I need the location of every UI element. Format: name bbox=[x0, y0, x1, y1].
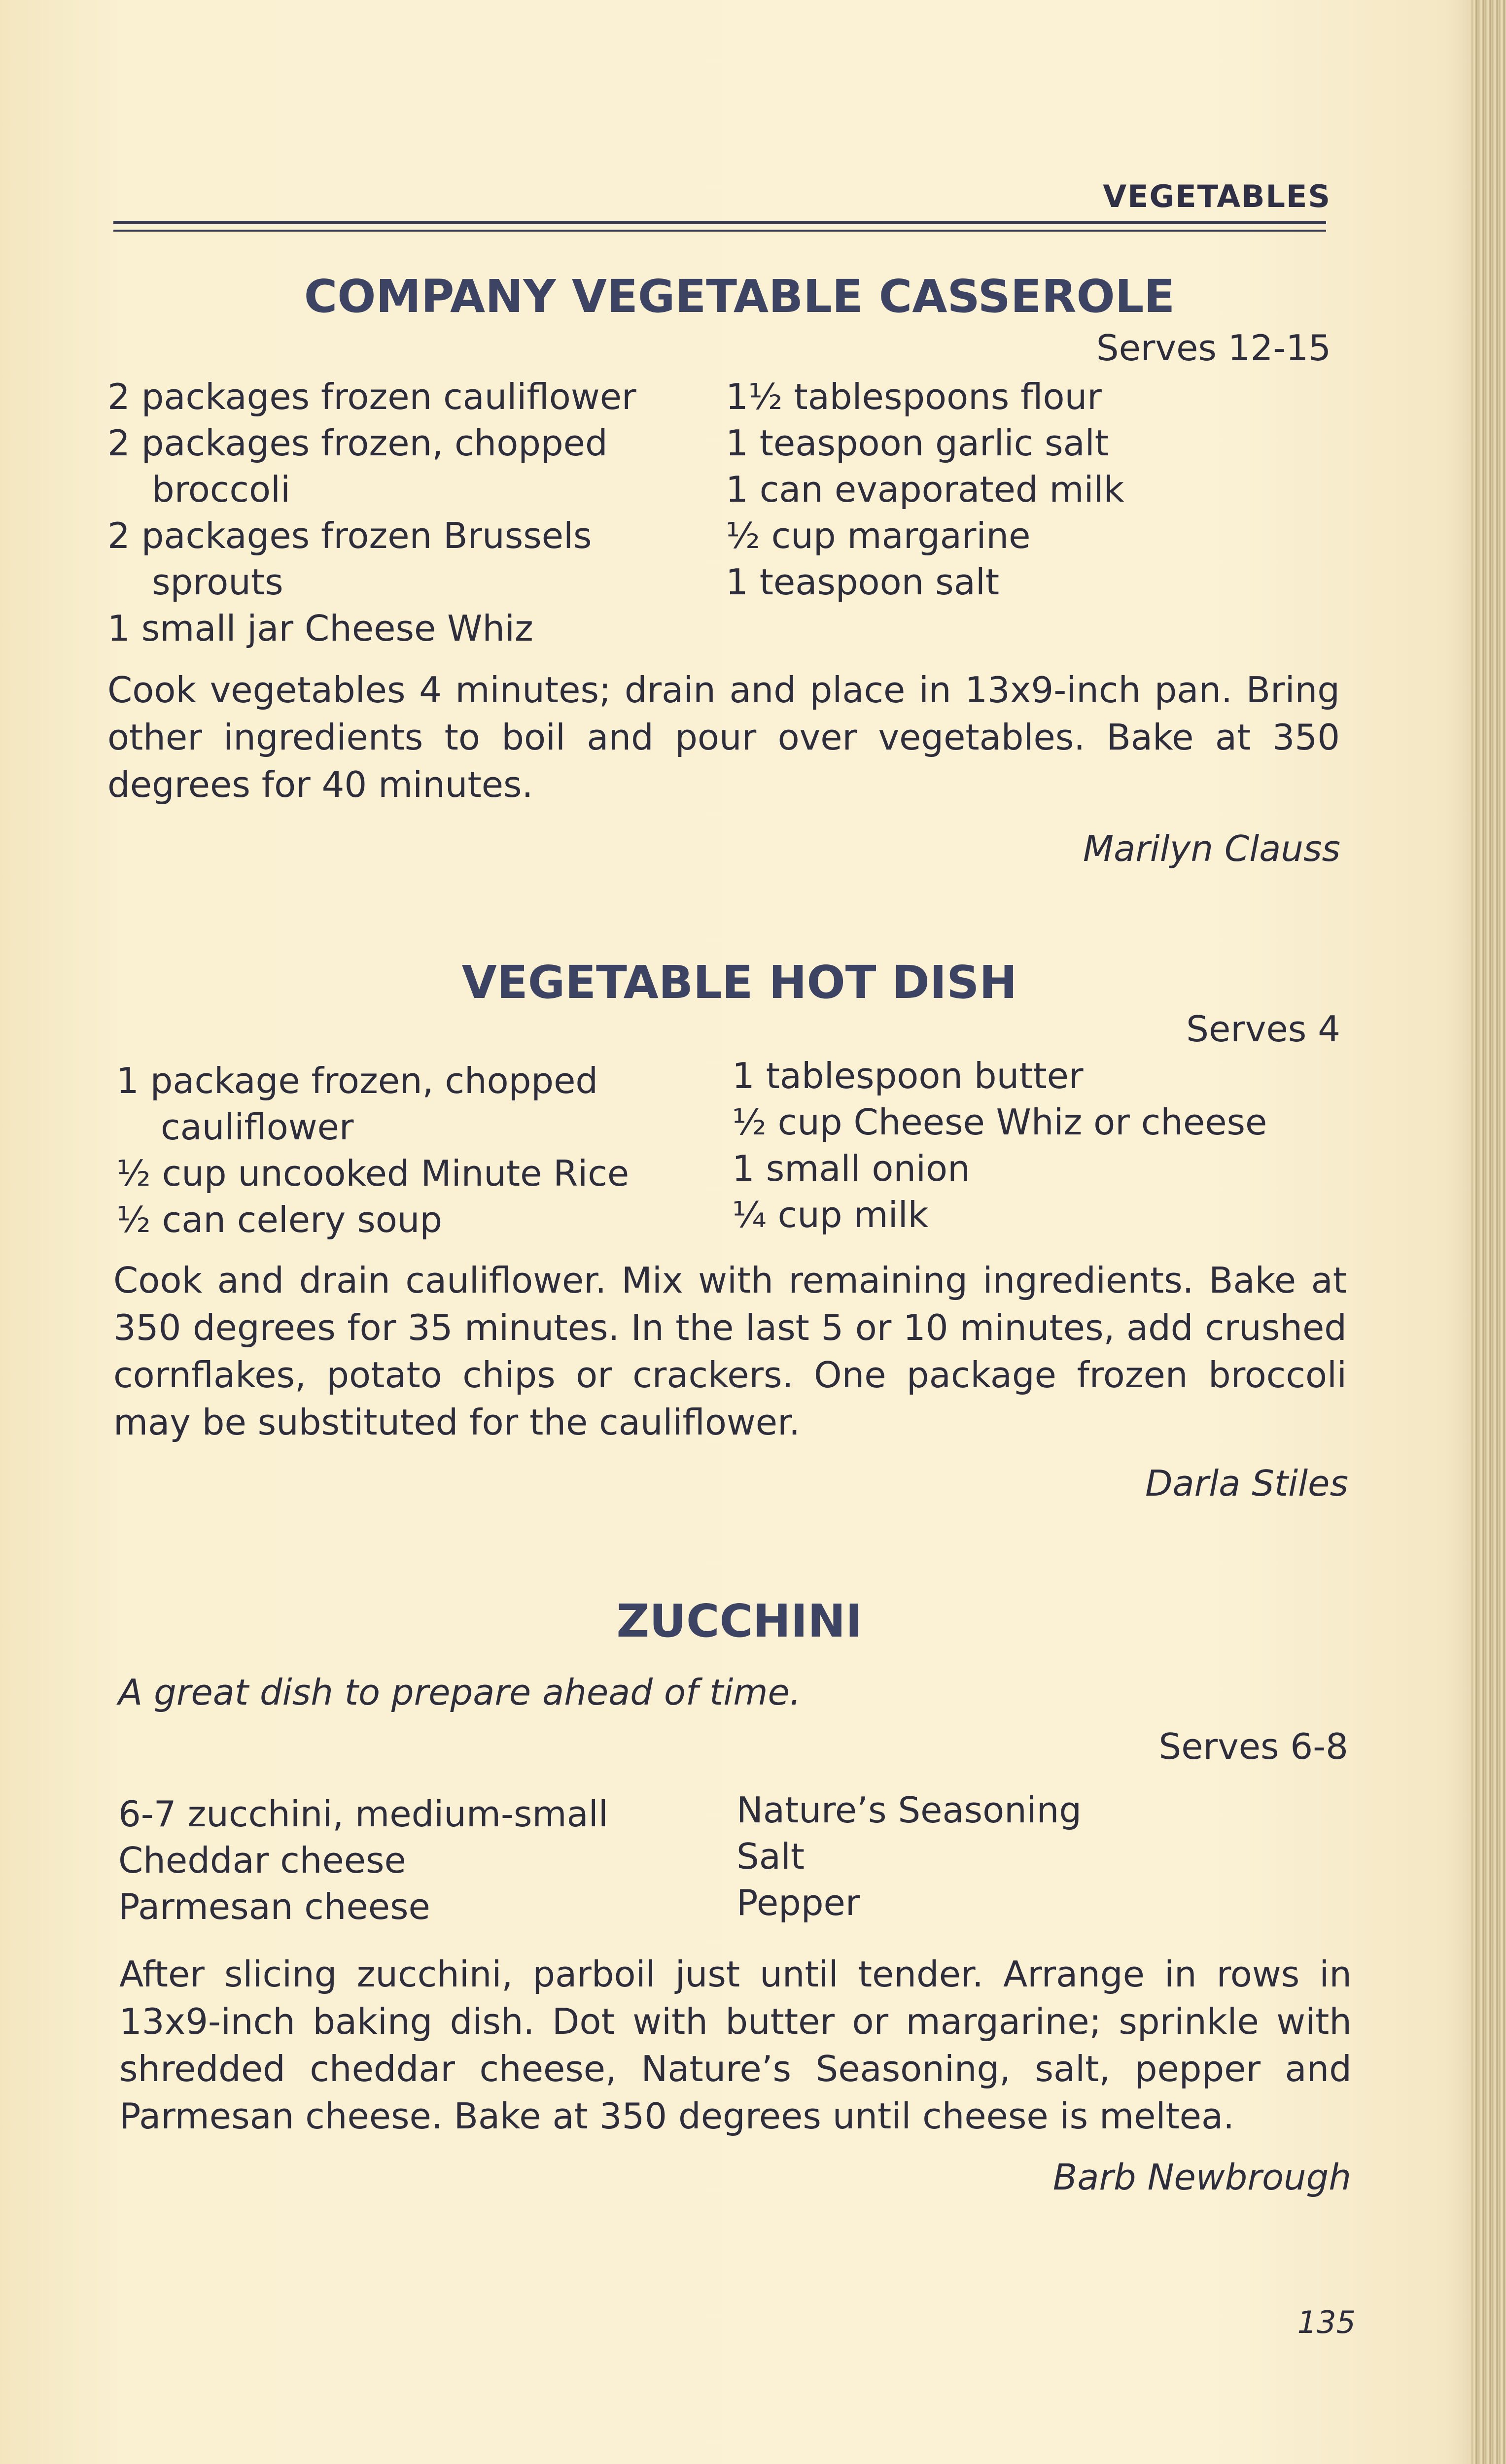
ingredient: Parmesan cheese bbox=[118, 1886, 430, 1927]
ingredient: cauliflower bbox=[161, 1106, 354, 1148]
ingredients-right bbox=[726, 374, 1124, 605]
recipe-title: COMPANY VEGETABLE CASSEROLE bbox=[304, 270, 1175, 323]
book-page-edges bbox=[1471, 0, 1506, 2464]
recipe-title: ZUCCHINI bbox=[616, 1595, 863, 1647]
ingredient: Nature’s Seasoning bbox=[736, 1789, 1082, 1831]
ingredient: Cheddar cheese bbox=[118, 1840, 406, 1881]
serves-label: Serves 12-15 bbox=[1096, 327, 1331, 369]
ingredient: 1 package frozen, chopped bbox=[116, 1060, 598, 1101]
serves-label: Serves 6-8 bbox=[1158, 1726, 1348, 1767]
ingredients-right bbox=[736, 1787, 1082, 1926]
header-rule-top bbox=[113, 221, 1326, 224]
ingredient: ½ can celery soup bbox=[116, 1199, 443, 1240]
section-header: VEGETABLES bbox=[1103, 178, 1331, 214]
ingredient: 6-7 zucchini, medium-small bbox=[118, 1793, 608, 1835]
ingredient: sprouts bbox=[152, 561, 283, 603]
serves-label: Serves 4 bbox=[1186, 1008, 1340, 1050]
ingredient: 1 teaspoon garlic salt bbox=[726, 422, 1109, 464]
ingredient: 1 tablespoon butter bbox=[732, 1055, 1084, 1096]
recipe-title: VEGETABLE HOT DISH bbox=[461, 956, 1017, 1009]
ingredient: 1 teaspoon salt bbox=[726, 561, 1000, 603]
ingredient: 2 packages frozen cauliflower bbox=[107, 376, 636, 417]
ingredient: Pepper bbox=[736, 1882, 860, 1923]
ingredient: 2 packages frozen Brussels bbox=[107, 515, 592, 556]
recipe-directions: Cook vegetables 4 minutes; drain and place in 13x9-inch pan. Bring other ingredients to boil and pour over vegetables. Bake at 350 degrees for 40 minutes. bbox=[107, 669, 1340, 805]
recipe-author: Marilyn Clauss bbox=[1083, 828, 1340, 869]
ingredient: 1½ tablespoons flour bbox=[726, 376, 1102, 417]
ingredient: 1 small jar Cheese Whiz bbox=[107, 608, 533, 649]
ingredient: ½ cup uncooked Minute Rice bbox=[116, 1153, 630, 1194]
ingredients-left bbox=[107, 374, 636, 651]
ingredients-left bbox=[118, 1791, 608, 1930]
recipe-directions: Cook and drain cauliflower. Mix with remaining ingredients. Bake at 350 degrees for 35 minutes. In the last 5 or 10 minutes, add crushed cornflakes, potato chips or crackers. One package frozen broccoli may be substituted for the cauliflower. bbox=[113, 1260, 1347, 1443]
page-number: 135 bbox=[1297, 2304, 1356, 2340]
header-rule-bottom bbox=[113, 230, 1326, 232]
ingredients-right bbox=[732, 1053, 1267, 1238]
recipe-directions: After slicing zucchini, parboil just until tender. Arrange in rows in 13x9-inch baking dish. Dot with butter or margarine; sprinkle with shredded cheddar cheese, Nature’s Seasoning, salt, pepper and Parmesan cheese. Bake at 350 degrees until cheese is meltea. bbox=[119, 1953, 1352, 2137]
ingredient: 1 small onion bbox=[732, 1148, 970, 1189]
recipe-author: Darla Stiles bbox=[1145, 1463, 1348, 1504]
ingredient: ¼ cup milk bbox=[732, 1194, 929, 1235]
ingredient: ½ cup Cheese Whiz or cheese bbox=[732, 1101, 1267, 1143]
ingredients-left bbox=[116, 1058, 629, 1243]
ingredient: ½ cup margarine bbox=[726, 515, 1031, 556]
ingredient: broccoli bbox=[152, 469, 291, 510]
recipe-note: A great dish to prepare ahead of time. bbox=[118, 1672, 801, 1713]
ingredient: Salt bbox=[736, 1836, 805, 1877]
recipe-author: Barb Newbrough bbox=[1052, 2156, 1351, 2198]
ingredient: 2 packages frozen, chopped bbox=[107, 422, 608, 464]
ingredient: 1 can evaporated milk bbox=[726, 469, 1124, 510]
